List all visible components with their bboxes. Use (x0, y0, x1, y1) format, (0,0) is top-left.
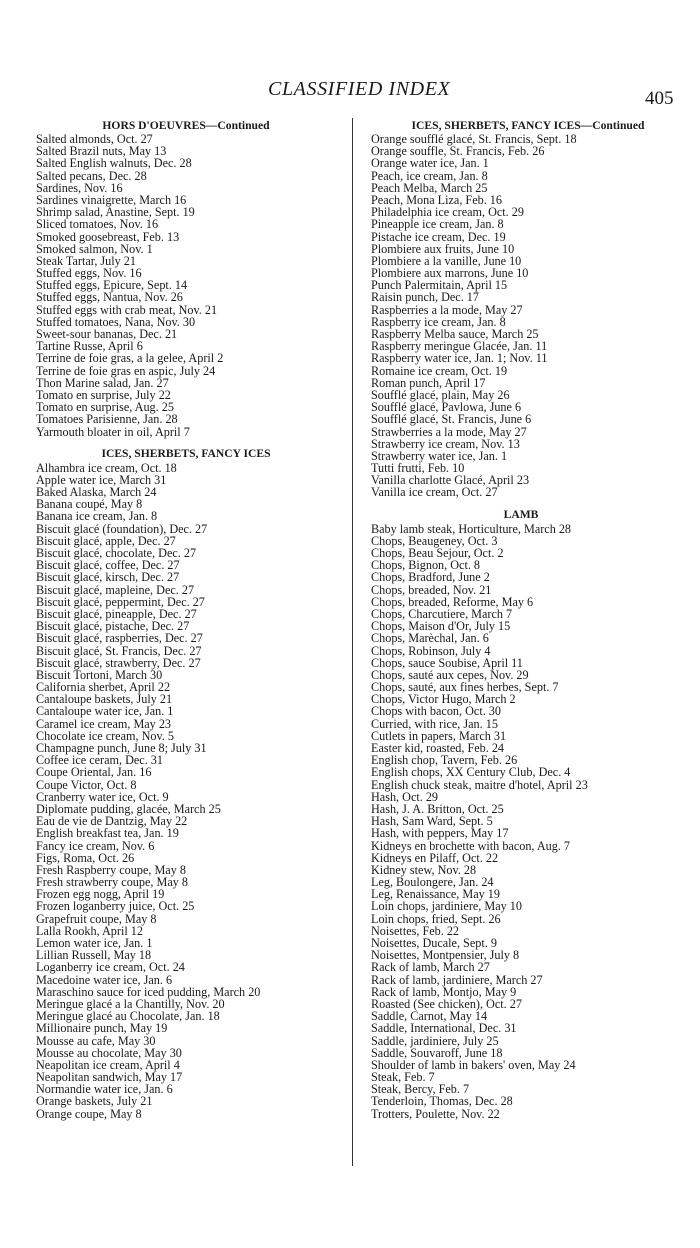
index-entry: Soufflé glacé, St. Francis, June 6 (371, 412, 532, 427)
index-entry: Macedoine water ice, Jan. 6 (36, 972, 173, 987)
index-entry: Yarmouth bloater in oil, April 7 (36, 424, 190, 439)
index-entry: Baby lamb steak, Horticulture, March 28 (371, 521, 572, 536)
index-entry: Fresh Raspberry coupe, May 8 (36, 862, 186, 877)
index-entry: English chops, XX Century Club, Dec. 4 (371, 765, 571, 780)
index-entry: Neapolitan ice cream, April 4 (36, 1057, 180, 1072)
index-entry: Orange coupe, May 8 (36, 1106, 142, 1121)
index-entry: Chops, breaded, Nov. 21 (371, 582, 492, 597)
index-entry: Terrine de foie gras, a la gelee, April 2 (36, 351, 224, 366)
index-entry: Trotters, Poulette, Nov. 22 (371, 1106, 500, 1121)
index-entry: Salted Brazil nuts, May 13 (36, 144, 167, 159)
index-entry: Peach, Mona Liza, Feb. 16 (371, 192, 502, 207)
index-entry: Raspberry meringue Glacée, Jan. 11 (371, 339, 548, 354)
section-heading: LAMB (503, 507, 539, 521)
index-entry: Biscuit glacé, pineapple, Dec. 27 (36, 606, 197, 621)
index-entry: Pistache ice cream, Dec. 19 (371, 229, 506, 244)
index-entry: Orange water ice, Jan. 1 (371, 156, 489, 171)
index-entry: Soufflé glacé, plain, May 26 (371, 387, 510, 402)
index-entry: Neapolitan sandwich, May 17 (36, 1070, 183, 1085)
index-entry: Hash, Sam Ward, Sept. 5 (371, 814, 493, 829)
index-entry: Maraschino sauce for iced pudding, March 20 (36, 984, 261, 999)
index-entry: Sardines, Nov. 16 (36, 180, 123, 195)
index-entry: Biscuit Tortoni, March 30 (36, 667, 163, 682)
index-entry: Stuffed eggs with crab meat, Nov. 21 (36, 302, 218, 317)
index-entry: Tomatoes Parisienne, Jan. 28 (36, 412, 178, 427)
index-entry: Pineapple ice cream, Jan. 8 (371, 217, 504, 232)
index-entry: Chops, breaded, Reforme, May 6 (371, 594, 534, 609)
index-entry: Curried, with rice, Jan. 15 (371, 716, 498, 731)
index-entry: Banana ice cream, Jan. 8 (36, 509, 158, 524)
index-entry: Cranberry water ice, Oct. 9 (36, 789, 169, 804)
index-entry: Chops, sauté, aux fines herbes, Sept. 7 (371, 680, 559, 695)
index-entry: Orange soufflé glacé, St. Francis, Sept. 18 (371, 132, 577, 146)
index-entry: Stuffed tomatoes, Nana, Nov. 30 (36, 314, 196, 329)
index-entry: Chops, Bignon, Oct. 8 (371, 558, 481, 573)
index-entry: Biscuit glacé (foundation), Dec. 27 (36, 521, 208, 536)
index-entry: Tenderloin, Thomas, Dec. 28 (371, 1094, 513, 1109)
index-entry: Salted English walnuts, Dec. 28 (36, 156, 192, 171)
index-entry: Biscuit glacé, raspberries, Dec. 27 (36, 631, 203, 646)
index-entry: Banana coupé, May 8 (36, 497, 143, 512)
index-entry: Biscuit glacé, apple, Dec. 27 (36, 533, 176, 548)
index-entry: Chops, Maison d'Or, July 15 (371, 619, 511, 634)
index-entry: Chops, Beau Sejour, Oct. 2 (371, 546, 504, 560)
index-entry: Shrimp salad, Anastine, Sept. 19 (36, 205, 195, 220)
index-entry: Coffee ice ceram, Dec. 31 (36, 753, 163, 768)
index-entry: Salted almonds, Oct. 27 (36, 132, 153, 146)
index-entry: Biscuit glacé, peppermint, Dec. 27 (36, 594, 205, 609)
index-entry: Chops, sauce Soubise, April 11 (371, 655, 523, 670)
index-entry: Punch Palermitain, April 15 (371, 278, 508, 293)
index-entry: Stuffed eggs, Epicure, Sept. 14 (36, 278, 188, 293)
index-entry: Lemon water ice, Jan. 1 (36, 936, 153, 950)
index-entry: Chops, Robinson, July 4 (371, 643, 491, 658)
index-entry: Biscuit glacé, pistache, Dec. 27 (36, 619, 190, 634)
index-entry: Tomato en surprise, July 22 (36, 387, 171, 402)
index-entry: Coupe Oriental, Jan. 16 (36, 765, 152, 780)
index-entry: Tomato en surprise, Aug. 25 (36, 400, 174, 415)
index-entry: Meringue glacé au Chocolate, Jan. 18 (36, 1009, 220, 1024)
index-entry: Champagne punch, June 8; July 31 (36, 741, 207, 755)
index-entry: Grapefruit coupe, May 8 (36, 911, 157, 926)
section-heading: ICES, SHERBETS, FANCY ICES (101, 446, 271, 460)
index-entry: Biscuit glacé, mapleine, Dec. 27 (36, 582, 195, 597)
index-entry: Noisettes, Ducale, Sept. 9 (371, 936, 497, 950)
index-entry: Frozen loganberry juice, Oct. 25 (36, 899, 195, 914)
index-entry: Strawberries a la mode, May 27 (371, 424, 527, 439)
index-entry: Biscuit glacé, strawberry, Dec. 27 (36, 655, 201, 670)
index-entry: Mousse au chocolate, May 30 (36, 1045, 182, 1060)
index-entry: Plombiere aux marrons, June 10 (371, 266, 529, 281)
index-entry: Fresh strawberry coupe, May 8 (36, 875, 188, 890)
index-entry: Raspberry ice cream, Jan. 8 (371, 314, 506, 329)
index-entry: Frozen egg nogg, April 19 (36, 887, 165, 902)
index-entry: Raisin punch, Dec. 17 (371, 290, 479, 305)
index-entry: Smoked salmon, Nov. 1 (36, 241, 153, 256)
index-entry: Sliced tomatoes, Nov. 16 (36, 217, 159, 232)
index-entry: Lillian Russell, May 18 (36, 948, 152, 963)
index-entry: Chops, Victor Hugo, March 2 (371, 692, 516, 707)
index-entry: Stuffed eggs, Nov. 16 (36, 266, 142, 281)
index-entry: Leg, Renaissance, May 19 (371, 887, 500, 902)
index-entry: Fancy ice cream, Nov. 6 (36, 838, 155, 853)
index-entry: Stuffed eggs, Nantua, Nov. 26 (36, 290, 183, 305)
index-entry: Lalla Rookh, April 12 (36, 923, 143, 938)
index-entry: Kidneys en brochette with bacon, Aug. 7 (371, 838, 571, 853)
column-divider (352, 118, 353, 1166)
index-entry: Philadelphia ice cream, Oct. 29 (371, 205, 524, 220)
index-entry: Apple water ice, March 31 (36, 472, 167, 487)
index-entry: Loin chops, fried, Sept. 26 (371, 911, 501, 926)
index-entry: Roman punch, April 17 (371, 375, 486, 390)
index-entry: Noisettes, Feb. 22 (371, 923, 460, 938)
index-entry: Steak, Feb. 7 (371, 1070, 435, 1085)
index-entry: Chops, Charcutiere, March 7 (371, 606, 513, 621)
index-entry: Vanilla charlotte Glacé, April 23 (371, 473, 530, 488)
index-entry: Loin chops, jardiniere, May 10 (371, 899, 522, 914)
section-heading: ICES, SHERBETS, FANCY ICES—Continued (411, 119, 645, 132)
index-entry: Peach, ice cream, Jan. 8 (371, 168, 488, 183)
index-entry: Easter kid, roasted, Feb. 24 (371, 741, 505, 755)
index-entry: Terrine de foie gras en aspic, July 24 (36, 363, 216, 378)
index-entry: Normandie water ice, Jan. 6 (36, 1082, 173, 1097)
index-entry: Vanilla ice cream, Oct. 27 (371, 485, 498, 500)
index-entry: Biscuit glacé, chocolate, Dec. 27 (36, 546, 197, 560)
index-entry: Eau de vie de Dantzig, May 22 (36, 814, 188, 829)
index-entry: Hash, Oct. 29 (371, 789, 439, 804)
index-entry: Millionaire punch, May 19 (36, 1021, 168, 1036)
index-entry: Mousse au cafe, May 30 (36, 1033, 156, 1048)
index-entry: Chops with bacon, Oct. 30 (371, 704, 501, 719)
index-entry: Strawberry ice cream, Nov. 13 (371, 436, 520, 451)
index-entry: English chuck steak, maitre d'hotel, April 23 (371, 777, 588, 792)
index-entry: Thon Marine salad, Jan. 27 (36, 375, 169, 390)
index-entry: Orange baskets, July 21 (36, 1094, 153, 1109)
index-entry: Romaine ice cream, Oct. 19 (371, 363, 508, 378)
index-entry: Meringue glacé a la Chantilly, Nov. 20 (36, 996, 225, 1011)
index-entry: Coupe Victor, Oct. 8 (36, 777, 137, 792)
index-entry: Baked Alaska, March 24 (36, 485, 157, 500)
index-entry: Hash, J. A. Britton, Oct. 25 (371, 801, 504, 816)
page-number: 405 (645, 88, 674, 109)
index-entry: Raspberry Melba sauce, March 25 (371, 327, 539, 341)
index-entry: Biscuit glacé, St. Francis, Dec. 27 (36, 643, 202, 658)
index-entry: Roasted (See chicken), Oct. 27 (371, 996, 522, 1011)
index-entry: Rack of lamb, March 27 (371, 960, 490, 975)
index-entry: Raspberry water ice, Jan. 1; Nov. 11 (371, 351, 548, 366)
index-entry: Orange souffle, St. Francis, Feb. 26 (371, 144, 545, 159)
index-entry: Noisettes, Montpensier, July 8 (371, 948, 520, 963)
index-entry: Sweet-sour bananas, Dec. 21 (36, 327, 178, 341)
index-entry: Raspberries a la mode, May 27 (371, 302, 523, 317)
index-entry: Rack of lamb, Montjo, May 9 (371, 984, 517, 999)
index-entry: Cantaloupe baskets, July 21 (36, 692, 173, 707)
right-column (371, 120, 671, 1120)
index-entry: Kidneys en Pilaff, Oct. 22 (371, 850, 499, 865)
index-entry: Saddle, Souvaroff, June 18 (371, 1045, 503, 1060)
index-entry: Cutlets in papers, March 31 (371, 728, 507, 743)
index-entry: English chop, Tavern, Feb. 26 (371, 753, 518, 768)
index-entry: Chocolate ice cream, Nov. 5 (36, 728, 174, 743)
index-entry: Diplomate pudding, glacée, March 25 (36, 801, 221, 816)
index-entry: Loganberry ice cream, Oct. 24 (36, 960, 185, 975)
index-entry: Salted pecans, Dec. 28 (36, 168, 147, 183)
index-entry: Peach Melba, March 25 (371, 180, 488, 195)
index-entry: Saddle, Carnot, May 14 (371, 1009, 488, 1024)
running-head: CLASSIFIED INDEX (268, 78, 451, 100)
index-entry: Plombiere a la vanille, June 10 (371, 253, 522, 268)
index-entry: Caramel ice cream, May 23 (36, 716, 172, 731)
index-entry: California sherbet, April 22 (36, 680, 171, 695)
index-entry: Chops, Bradford, June 2 (371, 570, 490, 585)
index-entry: Biscuit glacé, kirsch, Dec. 27 (36, 570, 180, 585)
index-entry: Leg, Boulongere, Jan. 24 (371, 875, 494, 890)
index-entry: Smoked goosebreast, Feb. 13 (36, 229, 180, 244)
index-entry: Steak, Bercy, Feb. 7 (371, 1082, 470, 1097)
index-entry: Rack of lamb, jardiniere, March 27 (371, 972, 543, 987)
index-entry: Saddle, International, Dec. 31 (371, 1021, 517, 1036)
index-entry: Kidney stew, Nov. 28 (371, 862, 477, 877)
index-entry: Strawberry water ice, Jan. 1 (371, 448, 508, 463)
section-heading: HORS D'OEUVRES—Continued (102, 119, 270, 132)
index-entry: Tutti frutti, Feb. 10 (371, 461, 465, 476)
index-entry: Alhambra ice cream, Oct. 18 (36, 460, 177, 475)
index-entry: Hash, with peppers, May 17 (371, 826, 509, 841)
index-entry: Steak Tartar, July 21 (36, 253, 136, 268)
index-entry: Cantaloupe water ice, Jan. 1 (36, 704, 174, 719)
index-entry: Chops, Beaugeney, Oct. 3 (371, 533, 498, 548)
index-entry: Soufflé glacé, Pavlowa, June 6 (371, 400, 522, 415)
index-entry: Saddle, jardiniere, July 25 (371, 1033, 499, 1048)
index-entry: Tartine Russe, April 6 (36, 339, 143, 354)
index-entry: Sardines vinaigrette, March 16 (36, 192, 187, 207)
index-entry: English breakfast tea, Jan. 19 (36, 826, 179, 841)
left-column (36, 120, 336, 1120)
index-entry: Plombiere aux fruits, June 10 (371, 241, 515, 256)
index-entry: Shoulder of lamb in bakers' oven, May 24 (371, 1057, 576, 1072)
index-entry: Figs, Roma, Oct. 26 (36, 850, 135, 865)
index-entry: Chops, sauté aux cepes, Nov. 29 (371, 667, 529, 682)
index-entry: Biscuit glacé, coffee, Dec. 27 (36, 558, 180, 573)
index-entry: Chops, Marèchal, Jan. 6 (371, 631, 489, 646)
